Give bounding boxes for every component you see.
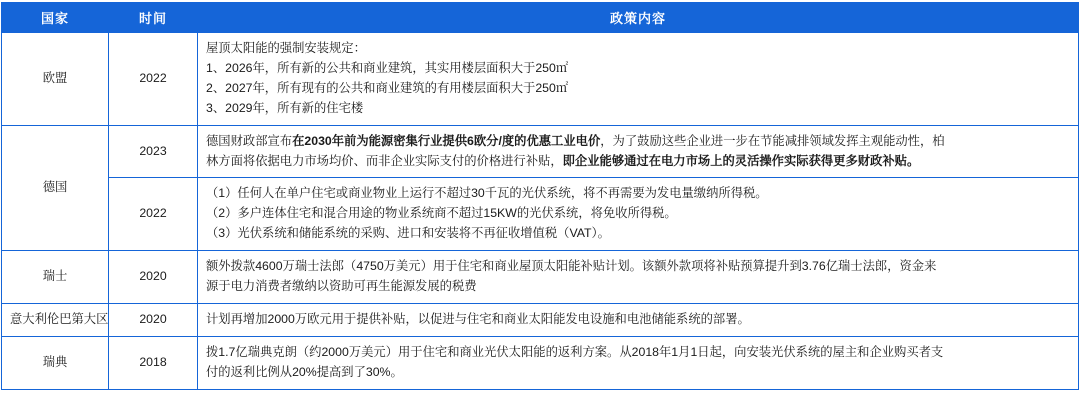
policy-text: 计划再增加2000万欧元用于提供补贴，以促进与住宅和商业太阳能发电设施和电池储能系统的部署。 xyxy=(206,311,750,326)
policy-table xyxy=(1,2,1079,390)
policy-text: 屋顶太阳能的强制安装规定： xyxy=(206,41,366,55)
policy-line xyxy=(206,204,1070,224)
policy-text: （2）多户连体住宅和混合用途的物业系统商不超过15KW的光伏系统，将免收所得税。 xyxy=(206,206,677,221)
column-header-country: 国家 xyxy=(2,3,109,33)
policy-text: 拨1.7亿瑞典克朗（约2000万美元）用于住宅和商业光伏太阳能的返利方案。从2018年1月1日起，向安装光伏系统的屋主和企业购买者支 xyxy=(206,344,944,359)
policy-line xyxy=(206,79,1070,99)
cell-policy-content xyxy=(198,251,1079,304)
policy-line xyxy=(206,224,1070,244)
cell-country: 意大利伦巴第大区 xyxy=(2,303,109,336)
policy-text-emphasis: 即企业能够通过在电力市场上的灵活操作实际获得更多财政补贴。 xyxy=(562,153,920,168)
table-row xyxy=(2,33,1079,126)
cell-country: 瑞典 xyxy=(2,336,109,389)
policy-line xyxy=(206,184,1070,204)
cell-country: 欧盟 xyxy=(2,33,109,126)
cell-year: 2020 xyxy=(109,251,198,304)
table-row xyxy=(2,178,1079,251)
cell-policy-content xyxy=(198,125,1079,178)
table-body xyxy=(2,33,1079,390)
cell-country: 瑞士 xyxy=(2,251,109,304)
table-row xyxy=(2,251,1079,304)
policy-text: 林方面将依据电力市场均价、而非企业实际支付的价格进行补贴， xyxy=(206,153,563,168)
cell-year: 2023 xyxy=(109,125,198,178)
policy-text-emphasis: 在2030年前为能源密集行业提供6欧分/度的优惠工业电价 xyxy=(292,133,601,148)
policy-line xyxy=(206,59,1070,79)
policy-text: ，为了鼓励这些企业进一步在节能减排领域发挥主观能动性，柏 xyxy=(600,133,945,148)
policy-line xyxy=(206,363,1070,383)
cell-policy-content xyxy=(198,303,1079,336)
cell-policy-content xyxy=(198,178,1079,251)
cell-year: 2022 xyxy=(109,33,198,126)
table-row xyxy=(2,303,1079,336)
column-header-policy-content: 政策内容 xyxy=(198,3,1079,33)
policy-text: 德国财政部宣布 xyxy=(206,133,293,148)
cell-policy-content xyxy=(198,33,1079,126)
policy-line xyxy=(206,152,1070,172)
policy-line xyxy=(206,277,1070,297)
policy-text: （3）光伏系统和储能系统的采购、进口和安装将不再征收增值税（VAT）。 xyxy=(206,226,610,241)
policy-text: 2、2027年，所有现有的公共和商业建筑的有用楼层面积大于250㎡ xyxy=(206,80,569,95)
table-header xyxy=(2,3,1079,33)
policy-text: 源于电力消费者缴纳以资助可再生能源发展的税费 xyxy=(206,279,477,294)
policy-text: （1）任何人在单户住宅或商业物业上运行不超过30千瓦的光伏系统，将不再需要为发电量缴纳所得税。 xyxy=(206,186,768,201)
policy-line xyxy=(206,257,1070,277)
table-row xyxy=(2,125,1079,178)
cell-country: 德国 xyxy=(2,125,109,251)
policy-text: 3、2029年，所有新的住宅楼 xyxy=(206,100,364,115)
policy-line xyxy=(206,343,1070,363)
policy-text: 付的返利比例从20%提高到了30%。 xyxy=(206,364,403,379)
policy-line xyxy=(206,99,1070,119)
policy-text: 额外拨款4600万瑞士法郎（4750万美元）用于住宅和商业屋顶太阳能补贴计划。该额外款项将补贴预算提升到3.76亿瑞士法郎，资金来 xyxy=(206,259,937,274)
policy-text: 1、2026年，所有新的公共和商业建筑，其实用楼层面积大于250㎡ xyxy=(206,60,569,75)
column-header-time: 时间 xyxy=(109,3,198,33)
table-header-row xyxy=(2,3,1079,33)
policy-line xyxy=(206,39,1070,59)
cell-year: 2022 xyxy=(109,178,198,251)
table-row xyxy=(2,336,1079,389)
policy-line xyxy=(206,310,1070,330)
cell-policy-content xyxy=(198,336,1079,389)
cell-year: 2020 xyxy=(109,303,198,336)
cell-year: 2018 xyxy=(109,336,198,389)
policy-line xyxy=(206,132,1070,152)
